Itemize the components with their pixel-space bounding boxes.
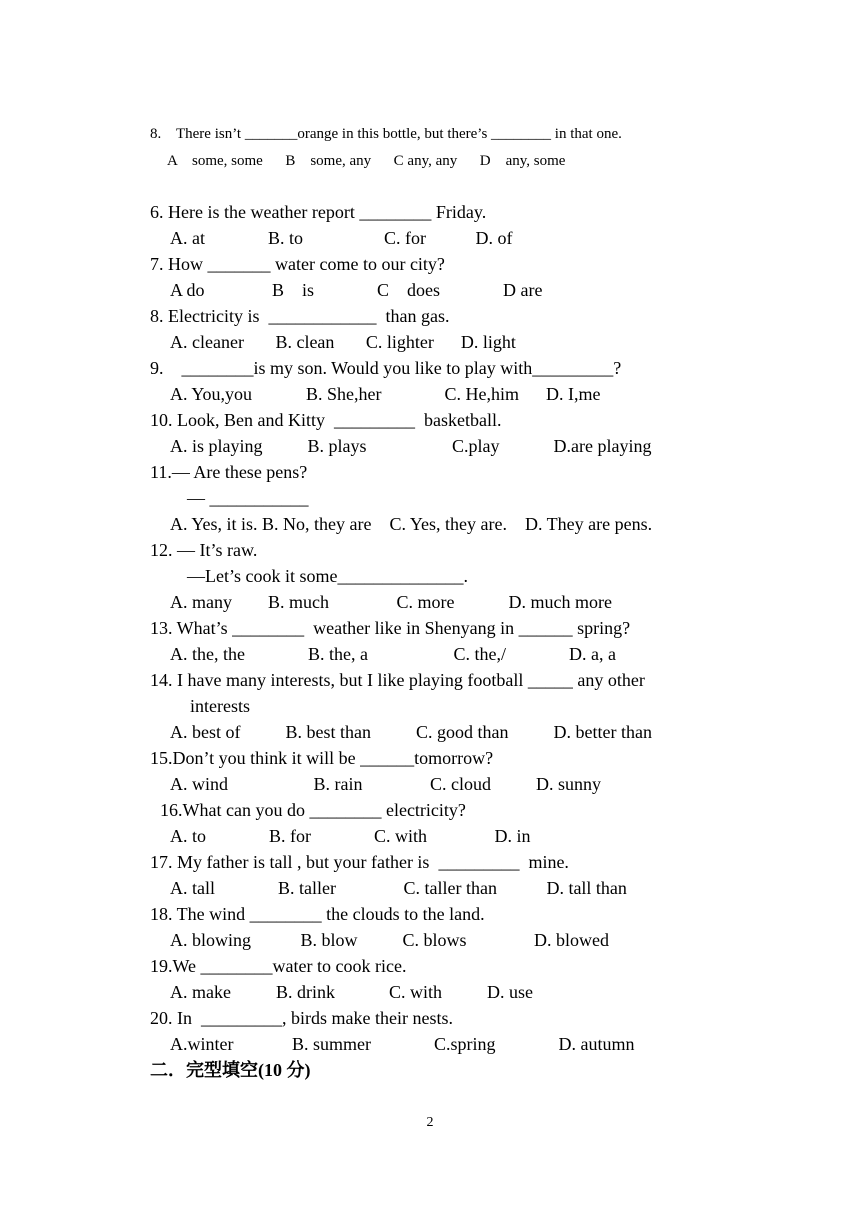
- question-12-dialogue: —Let’s cook it some______________.: [178, 566, 468, 586]
- question-17-stem: 17. My father is tall , but your father is _________ mine.: [150, 852, 569, 872]
- section-heading: 二．完型填空(10 分): [150, 1060, 311, 1080]
- question-14-stem: 14. I have many interests, but I like playing football _____ any other: [150, 670, 645, 690]
- question-6-stem: 6. Here is the weather report ________ Friday.: [150, 202, 487, 222]
- question-13-stem: 13. What’s ________ weather like in Shenyang in ______ spring?: [150, 618, 631, 638]
- question-14-stem-continued: interests: [190, 696, 250, 716]
- question-19-options: A. make B. drink C. with D. use: [170, 982, 533, 1002]
- question-7-options: A do B is C does D are: [170, 280, 543, 300]
- question-8-options: A. cleaner B. clean C. lighter D. light: [170, 332, 516, 352]
- question-11-stem: 11.— Are these pens?: [150, 462, 308, 482]
- question-14-options: A. best of B. best than C. good than D. better than: [170, 722, 652, 742]
- question-11-options: A. Yes, it is. B. No, they are C. Yes, they are. D. They are pens.: [170, 514, 653, 534]
- question-12-stem: 12. — It’s raw.: [150, 540, 258, 560]
- question-8-top-options: A some, some B some, any C any, any D any, some: [167, 153, 566, 169]
- question-10-options: A. is playing B. plays C.play D.are playing: [170, 436, 652, 456]
- question-8-top-stem: 8. There isn’t _______orange in this bottle, but there’s ________ in that one.: [150, 126, 622, 142]
- question-10-stem: 10. Look, Ben and Kitty _________ basketball.: [150, 410, 502, 430]
- question-15-stem: 15.Don’t you think it will be ______tomorrow?: [150, 748, 494, 768]
- question-18-stem: 18. The wind ________ the clouds to the land.: [150, 904, 485, 924]
- question-19-stem: 19.We ________water to cook rice.: [150, 956, 407, 976]
- question-17-options: A. tall B. taller C. taller than D. tall than: [170, 878, 627, 898]
- question-7-stem: 7. How _______ water come to our city?: [150, 254, 445, 274]
- question-13-options: A. the, the B. the, a C. the,/ D. a, a: [170, 644, 616, 664]
- question-9-stem: 9. ________is my son. Would you like to play with_________?: [150, 358, 622, 378]
- question-9-options: A. You,you B. She,her C. He,him D. I,me: [170, 384, 601, 404]
- question-12-options: A. many B. much C. more D. much more: [170, 592, 612, 612]
- question-16-stem: 16.What can you do ________ electricity?: [160, 800, 466, 820]
- question-20-stem: 20. In _________, birds make their nests.: [150, 1008, 453, 1028]
- question-20-options: A.winter B. summer C.spring D. autumn: [170, 1034, 635, 1054]
- question-18-options: A. blowing B. blow C. blows D. blowed: [170, 930, 610, 950]
- question-8-stem: 8. Electricity is ____________ than gas.: [150, 306, 450, 326]
- question-16-options: A. to B. for C. with D. in: [170, 826, 531, 846]
- question-11-answer-line: — ___________: [178, 488, 309, 508]
- question-6-options: A. at B. to C. for D. of: [170, 228, 513, 248]
- page-number: 2: [426, 1115, 434, 1130]
- question-15-options: A. wind B. rain C. cloud D. sunny: [170, 774, 601, 794]
